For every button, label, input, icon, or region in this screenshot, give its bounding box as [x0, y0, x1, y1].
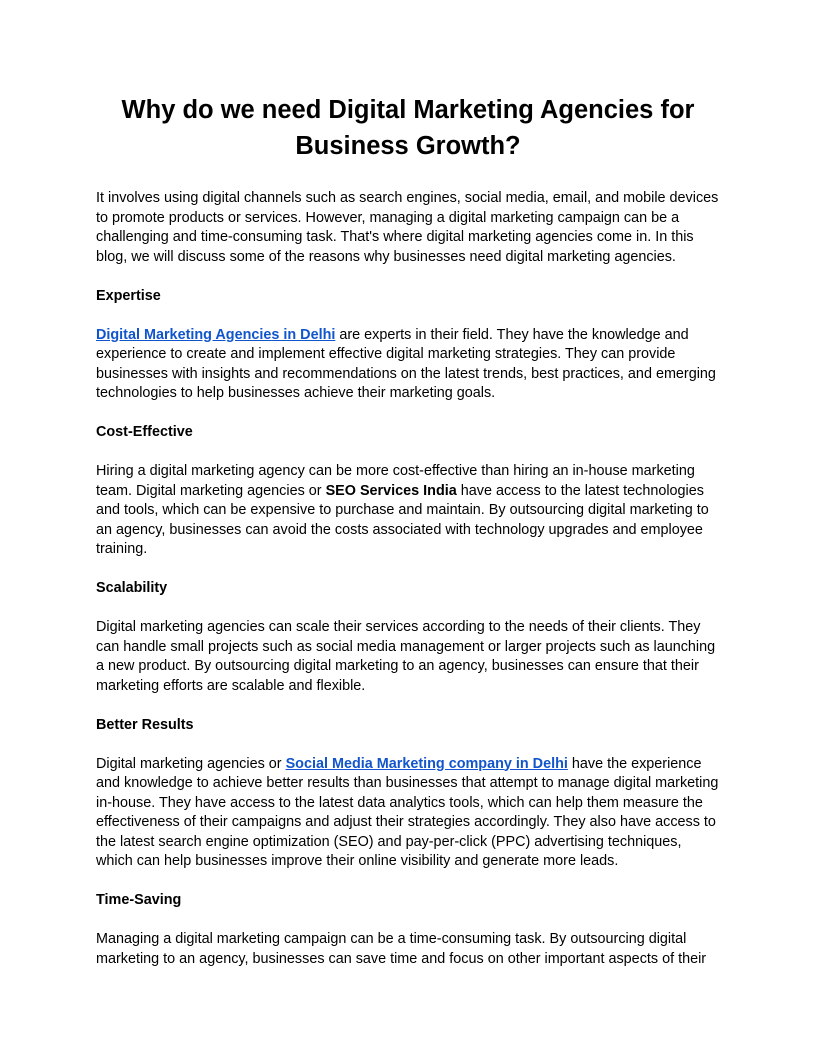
seo-services-india-bold: SEO Services India	[325, 482, 457, 499]
document-page	[96, 92, 720, 989]
expertise-paragraph	[96, 326, 720, 404]
section-heading-scalability: Scalability	[96, 580, 168, 596]
better-results-text-after: have the experience and knowledge to achieve better results than businesses that attempt to manage digital marketing in-house. They have access to the latest data analytics tools, which can help them measure the effectiveness of their campaigns and adjust their strategies accordingly. They also have access to the latest search engine optimization (SEO) and pay-per-click (PPC) advertising techniques, which can help businesses improve their online visibility and generate more leads.	[96, 755, 719, 869]
cost-effective-text-before: Hiring a digital marketing agency can be more cost-effective than hiring an in-house marketing team. Digital marketing agencies or	[96, 463, 695, 499]
better-results-paragraph	[96, 755, 720, 872]
intro-paragraph: It involves using digital channels such as search engines, social media, email, and mobile devices to promote products or services. However, managing a digital marketing campaign can be a challenging and time-consuming task. That's where digital marketing agencies come in. In this blog, we will discuss some of the reasons why businesses need digital marketing agencies.	[96, 190, 719, 265]
digital-marketing-agencies-delhi-link[interactable]: Digital Marketing Agencies in Delhi	[96, 326, 336, 343]
better-results-text-before: Digital marketing agencies or	[96, 755, 286, 772]
section-heading-expertise: Expertise	[96, 287, 161, 304]
time-saving-paragraph: Managing a digital marketing campaign can be a time-consuming task. By outsourcing digital marketing to an agency, businesses can save time and focus on other important aspects of their	[96, 931, 707, 967]
cost-effective-paragraph	[96, 462, 720, 560]
social-media-marketing-delhi-link[interactable]: Social Media Marketing company in Delhi	[285, 755, 568, 772]
section-heading-time-saving: Time-Saving	[96, 892, 182, 908]
cost-effective-text-after: have access to the latest technologies and tools, which can be expensive to purchase and maintain. By outsourcing digital marketing to an agency, businesses can avoid the costs associated with technology upgrades and employee training.	[96, 482, 709, 557]
scalability-paragraph: Digital marketing agencies can scale their services according to the needs of their clients. They can handle small projects such as social media management or larger projects such as launching a new product. By outsourcing digital marketing to an agency, businesses can ensure that their marketing efforts are scalable and flexible.	[96, 619, 716, 694]
section-heading-cost-effective: Cost-Effective	[96, 424, 193, 440]
page-title: Why do we need Digital Marketing Agencies for Business Growth?	[121, 96, 695, 160]
expertise-text: are experts in their field. They have the knowledge and experience to create and implement effective digital marketing strategies. They can provide businesses with insights and recommendations on the latest trends, best practices, and emerging technologies to help businesses achieve their marketing goals.	[96, 326, 716, 401]
section-heading-better-results: Better Results	[96, 716, 194, 733]
